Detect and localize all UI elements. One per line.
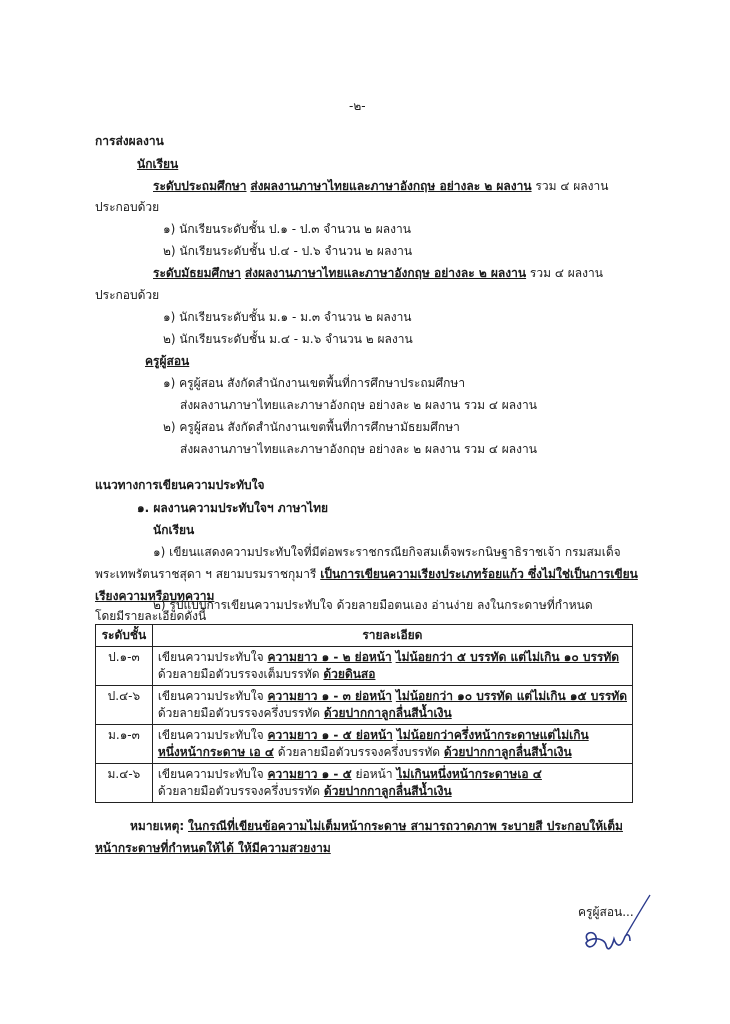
- section1-title: ๑. ผลงานความประทับใจฯ ภาษาไทย: [137, 501, 329, 515]
- row-level: ม.๑-๓: [96, 725, 153, 764]
- row-level: ป.๑-๓: [96, 647, 153, 686]
- teacher-item-2-line2: ส่งผลงานภาษาไทยและภาษาอังกฤษ อย่างละ ๒ ผลงาน รวม ๔ ผลงาน: [180, 442, 537, 456]
- row-detail: เขียนความประทับใจ ความยาว ๑ - ๓ ย่อหน้า ไม่น้อยกว่า ๑๐ บรรทัด แต่ไม่เกิน ๑๕ บรรทัด ด้วยลายมือตัวบรรจงครึ่งบรรทัด ด้วยปากกาลูกลื่นสีน้ำเงิน: [152, 686, 632, 725]
- signature-label: ครูผู้สอน...: [578, 905, 634, 919]
- header-level: ระดับชั้น: [96, 625, 153, 647]
- note-line2: หน้ากระดาษที่กำหนดให้ได้ ให้มีความสวยงาม: [95, 841, 331, 855]
- guideline-item1-line2: [95, 566, 638, 582]
- table-header-row: [96, 625, 633, 647]
- signature-block: [560, 893, 680, 963]
- composed-of-label: ประกอบด้วย: [95, 200, 160, 214]
- handwritten-signature-icon: [560, 893, 680, 963]
- note-text-1: ในกรณีที่เขียนข้อความไม่เต็มหน้ากระดาษ สามารถวาดภาพ ระบายสี ประกอบให้เต็ม: [188, 819, 623, 833]
- primary-line: [153, 178, 608, 194]
- guideline-item2-line1: ๒) รูปแบบการเขียนความประทับใจ ด้วยลายมือตนเอง อ่านง่าย ลงในกระดาษที่กำหนด: [153, 598, 593, 612]
- students-heading: นักเรียน: [137, 157, 179, 171]
- secondary-title: ระดับมัธยมศึกษา: [153, 266, 242, 280]
- row-detail: เขียนความประทับใจ ความยาว ๑ - ๒ ย่อหน้า ไม่น้อยกว่า ๕ บรรทัด แต่ไม่เกิน ๑๐ บรรทัด ด้วยลายมือตัวบรรจงเต็มบรรทัด ด้วยดินสอ: [152, 647, 632, 686]
- page-number: -๒-: [349, 99, 366, 113]
- item1-plain-text: พระเทพรัตนราชสุดา ฯ สยามบรมราชกุมารี: [95, 567, 317, 581]
- teacher-item-1-line2: ส่งผลงานภาษาไทยและภาษาอังกฤษ อย่างละ ๒ ผลงาน รวม ๔ ผลงาน: [180, 398, 537, 412]
- guideline-item2-line2: โดยมีรายละเอียดดังนี้: [95, 609, 207, 623]
- table-row: [96, 686, 633, 725]
- item1-emphasis: เป็นการเขียนความเรียงประเภทร้อยแก้ว ซึ่งไม่ใช่เป็นการเขียน: [320, 567, 638, 581]
- secondary-item-1: ๑) นักเรียนระดับชั้น ม.๑ - ม.๓ จำนวน ๒ ผลงาน: [163, 310, 412, 324]
- teacher-item-1-line1: ๑) ครูผู้สอน สังกัดสำนักงานเขตพื้นที่การศึกษาประถมศึกษา: [163, 376, 466, 390]
- row-level: ม.๔-๖: [96, 764, 153, 803]
- teachers-heading: ครูผู้สอน: [145, 354, 190, 368]
- row-level: ป.๔-๖: [96, 686, 153, 725]
- guideline-item1-line3: เรียงความหรือบทความ: [95, 589, 215, 603]
- students-label: นักเรียน: [153, 523, 195, 537]
- primary-item-2: ๒) นักเรียนระดับชั้น ป.๔ - ป.๖ จำนวน ๒ ผลงาน: [163, 244, 413, 258]
- primary-item-1: ๑) นักเรียนระดับชั้น ป.๑ - ป.๓ จำนวน ๒ ผลงาน: [163, 222, 411, 236]
- note-label: หมายเหตุ:: [130, 819, 185, 833]
- composed-of-label-2: ประกอบด้วย: [95, 288, 160, 302]
- table-row: [96, 647, 633, 686]
- guideline-item1-line1: ๑) เขียนแสดงความประทับใจที่มีต่อพระราชกรณียกิจสมเด็จพระกนิษฐาธิราชเจ้า กรมสมเด็จ: [153, 545, 621, 559]
- primary-total: รวม ๔ ผลงาน: [535, 179, 609, 193]
- details-table: [95, 624, 633, 803]
- secondary-total: รวม ๔ ผลงาน: [529, 266, 603, 280]
- row-detail: เขียนความประทับใจ ความยาว ๑ - ๕ ย่อหน้า ไม่เกินหนึ่งหน้ากระดาษเอ ๔ ด้วยลายมือตัวบรรจงครึ่งบรรทัด ด้วยปากกาลูกลื่นสีน้ำเงิน: [152, 764, 632, 803]
- table-row: [96, 725, 633, 764]
- submission-heading: การส่งผลงาน: [95, 134, 164, 148]
- note-line1: [130, 818, 623, 834]
- secondary-item-2: ๒) นักเรียนระดับชั้น ม.๔ - ม.๖ จำนวน ๒ ผลงาน: [163, 332, 413, 346]
- secondary-line: [153, 265, 603, 281]
- primary-rule: ส่งผลงานภาษาไทยและภาษาอังกฤษ อย่างละ ๒ ผลงาน: [250, 179, 532, 193]
- primary-title: ระดับประถมศึกษา: [153, 179, 247, 193]
- row-detail: เขียนความประทับใจ ความยาว ๑ - ๕ ย่อหน้า ไม่น้อยกว่าครึ่งหน้ากระดาษแต่ไม่เกิน หนึ่งหน้ากระดาษ เอ ๔ ด้วยลายมือตัวบรรจงครึ่งบรรทัด ด้วยปากกาลูกลื่นสีน้ำเงิน: [152, 725, 632, 764]
- guidelines-heading: แนวทางการเขียนความประทับใจ: [95, 478, 265, 492]
- secondary-rule: ส่งผลงานภาษาไทยและภาษาอังกฤษ อย่างละ ๒ ผลงาน: [244, 266, 527, 280]
- teacher-item-2-line1: ๒) ครูผู้สอน สังกัดสำนักงานเขตพื้นที่การศึกษามัธยมศึกษา: [163, 420, 460, 434]
- table-row: [96, 764, 633, 803]
- header-detail: รายละเอียด: [152, 625, 632, 647]
